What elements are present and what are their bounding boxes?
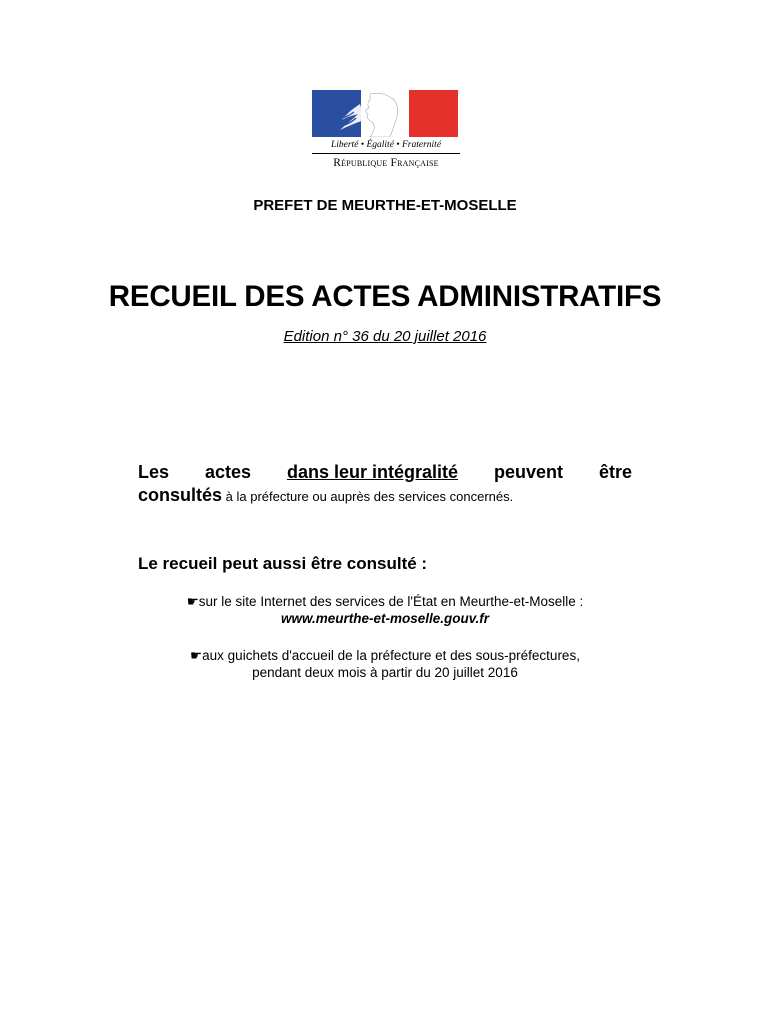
motto-text: Liberté • Égalité • Fraternité [330,140,442,150]
intro-line-1 [138,462,632,483]
pointing-hand-icon: ☛ [186,594,199,609]
tricolor-flag [312,90,458,137]
consult-item-text: sur le site Internet des services de l'État en Meurthe-et-Moselle : [198,594,584,609]
website-link[interactable]: www.meurthe-et-moselle.gouv.fr [280,611,490,626]
consult-heading: Le recueil peut aussi être consulté : [138,554,428,573]
republique-francaise-text: République Française [333,157,439,169]
republique-francaise-logo [312,90,460,176]
intro-emphasis: dans leur intégralité [286,462,459,482]
logo-divider [312,153,460,154]
pointing-hand-icon: ☛ [190,648,203,663]
consult-item-text: aux guichets d'accueil de la préfecture et des sous-préfectures, [202,648,580,663]
consult-item-website [0,593,770,627]
intro-rest: à la préfecture ou auprès des services concernés. [222,489,514,504]
prefet-heading: PREFET DE MEURTHE-ET-MOSELLE [253,197,517,214]
intro-consultes: consultés [138,485,223,505]
intro-word: actes [204,462,252,482]
consult-item-text-line2: pendant deux mois à partir du 20 juillet 2016 [252,665,518,680]
document-title: RECUEIL DES ACTES ADMINISTRATIFS [108,280,662,313]
consult-item-guichets [0,647,770,681]
intro-paragraph [138,462,632,506]
intro-word: peuvent [493,462,563,482]
edition-subtitle: Edition n° 36 du 20 juillet 2016 [283,328,487,345]
intro-line-2 [138,485,632,506]
marianne-profile-icon [312,90,458,137]
intro-word: être [598,462,632,482]
intro-word: Les [138,462,170,482]
